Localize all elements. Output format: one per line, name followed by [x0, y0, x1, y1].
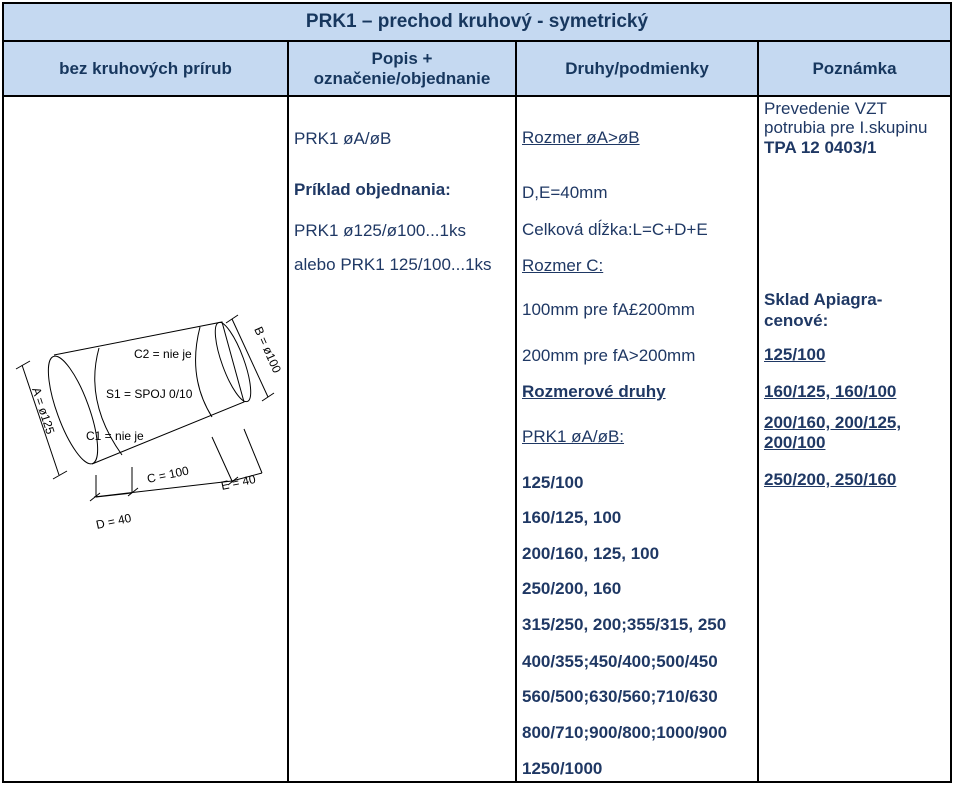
size-row: 250/200, 160 [522, 579, 622, 598]
size-row: 125/100 [522, 473, 584, 492]
header-popis [289, 42, 517, 97]
label-a: A = ø125 [29, 385, 58, 436]
druhy-cell [517, 97, 759, 781]
popis-cell [289, 97, 517, 781]
stock-item: 125/100 [764, 345, 826, 364]
popis-example-title: Príklad objednania: [294, 180, 451, 199]
poznamka-sklad-1: Sklad Apiagra- [764, 290, 883, 309]
druhy-c100: 100mm pre fA£200mm [522, 300, 695, 319]
druhy-rozmerove-title: Rozmerové druhy [522, 382, 666, 401]
popis-code: PRK1 øA/øB [294, 129, 392, 148]
label-c2: C2 = nie je [134, 347, 192, 361]
size-row: 160/125, 100 [522, 508, 622, 527]
label-c1: C1 = nie je [86, 429, 144, 443]
label-e: E = 40 [219, 471, 257, 493]
druhy-rozmer: Rozmer øA>øB [522, 128, 640, 147]
header-popis-line1: Popis + [371, 48, 433, 68]
size-row: 200/160, 125, 100 [522, 544, 660, 563]
label-c: C = 100 [145, 463, 191, 486]
size-row: 560/500;630/560;710/630 [522, 687, 718, 706]
drawing-seam-2 [196, 327, 212, 417]
popis-example-2: alebo PRK1 125/100...1ks [294, 255, 492, 274]
stock-item: 200/160, 200/125, [764, 413, 902, 432]
spec-table [2, 2, 952, 783]
druhy-rozmer-c: Rozmer C: [522, 256, 604, 275]
poznamka-sklad-2: cenové: [764, 311, 829, 330]
transition-piece-drawing [4, 97, 287, 781]
header-bez-kruhovych-prirub: bez kruhových prírub [4, 42, 289, 97]
header-popis-line2: označenie/objednanie [313, 68, 491, 88]
header-druhy: Druhy/podmienky [517, 42, 759, 97]
druhy-prk-code: PRK1 øA/øB: [522, 427, 625, 446]
popis-example-1: PRK1 ø125/ø100...1ks [294, 221, 466, 240]
druhy-c200: 200mm pre fA>200mm [522, 346, 696, 365]
size-row: 800/710;900/800;1000/900 [522, 723, 728, 742]
label-d: D = 40 [94, 510, 133, 532]
poznamka-tpa: TPA 12 0403/1 [764, 138, 877, 157]
size-row: 315/250, 200;355/315, 250 [522, 615, 727, 634]
stock-item: 160/125, 160/100 [764, 382, 897, 401]
druhy-celkova: Celková dĺžka:L=C+D+E [522, 220, 708, 239]
label-s1: S1 = SPOJ 0/10 [106, 387, 193, 401]
poznamka-line1: Prevedenie VZT [764, 99, 887, 118]
label-b: B = ø100 [251, 324, 284, 376]
stock-item: 250/200, 250/160 [764, 470, 897, 489]
druhy-de: D,E=40mm [522, 183, 608, 202]
stock-item: 200/100 [764, 433, 826, 452]
header-poznamka: Poznámka [759, 42, 950, 97]
table-title: PRK1 – prechod kruhový - symetrický [4, 4, 950, 42]
size-row: 400/355;450/400;500/450 [522, 652, 718, 671]
poznamka-cell [759, 97, 950, 781]
poznamka-line2: potrubia pre I.skupinu [764, 118, 928, 137]
size-row: 1250/1000 [522, 759, 603, 778]
drawing-cell [4, 97, 289, 781]
